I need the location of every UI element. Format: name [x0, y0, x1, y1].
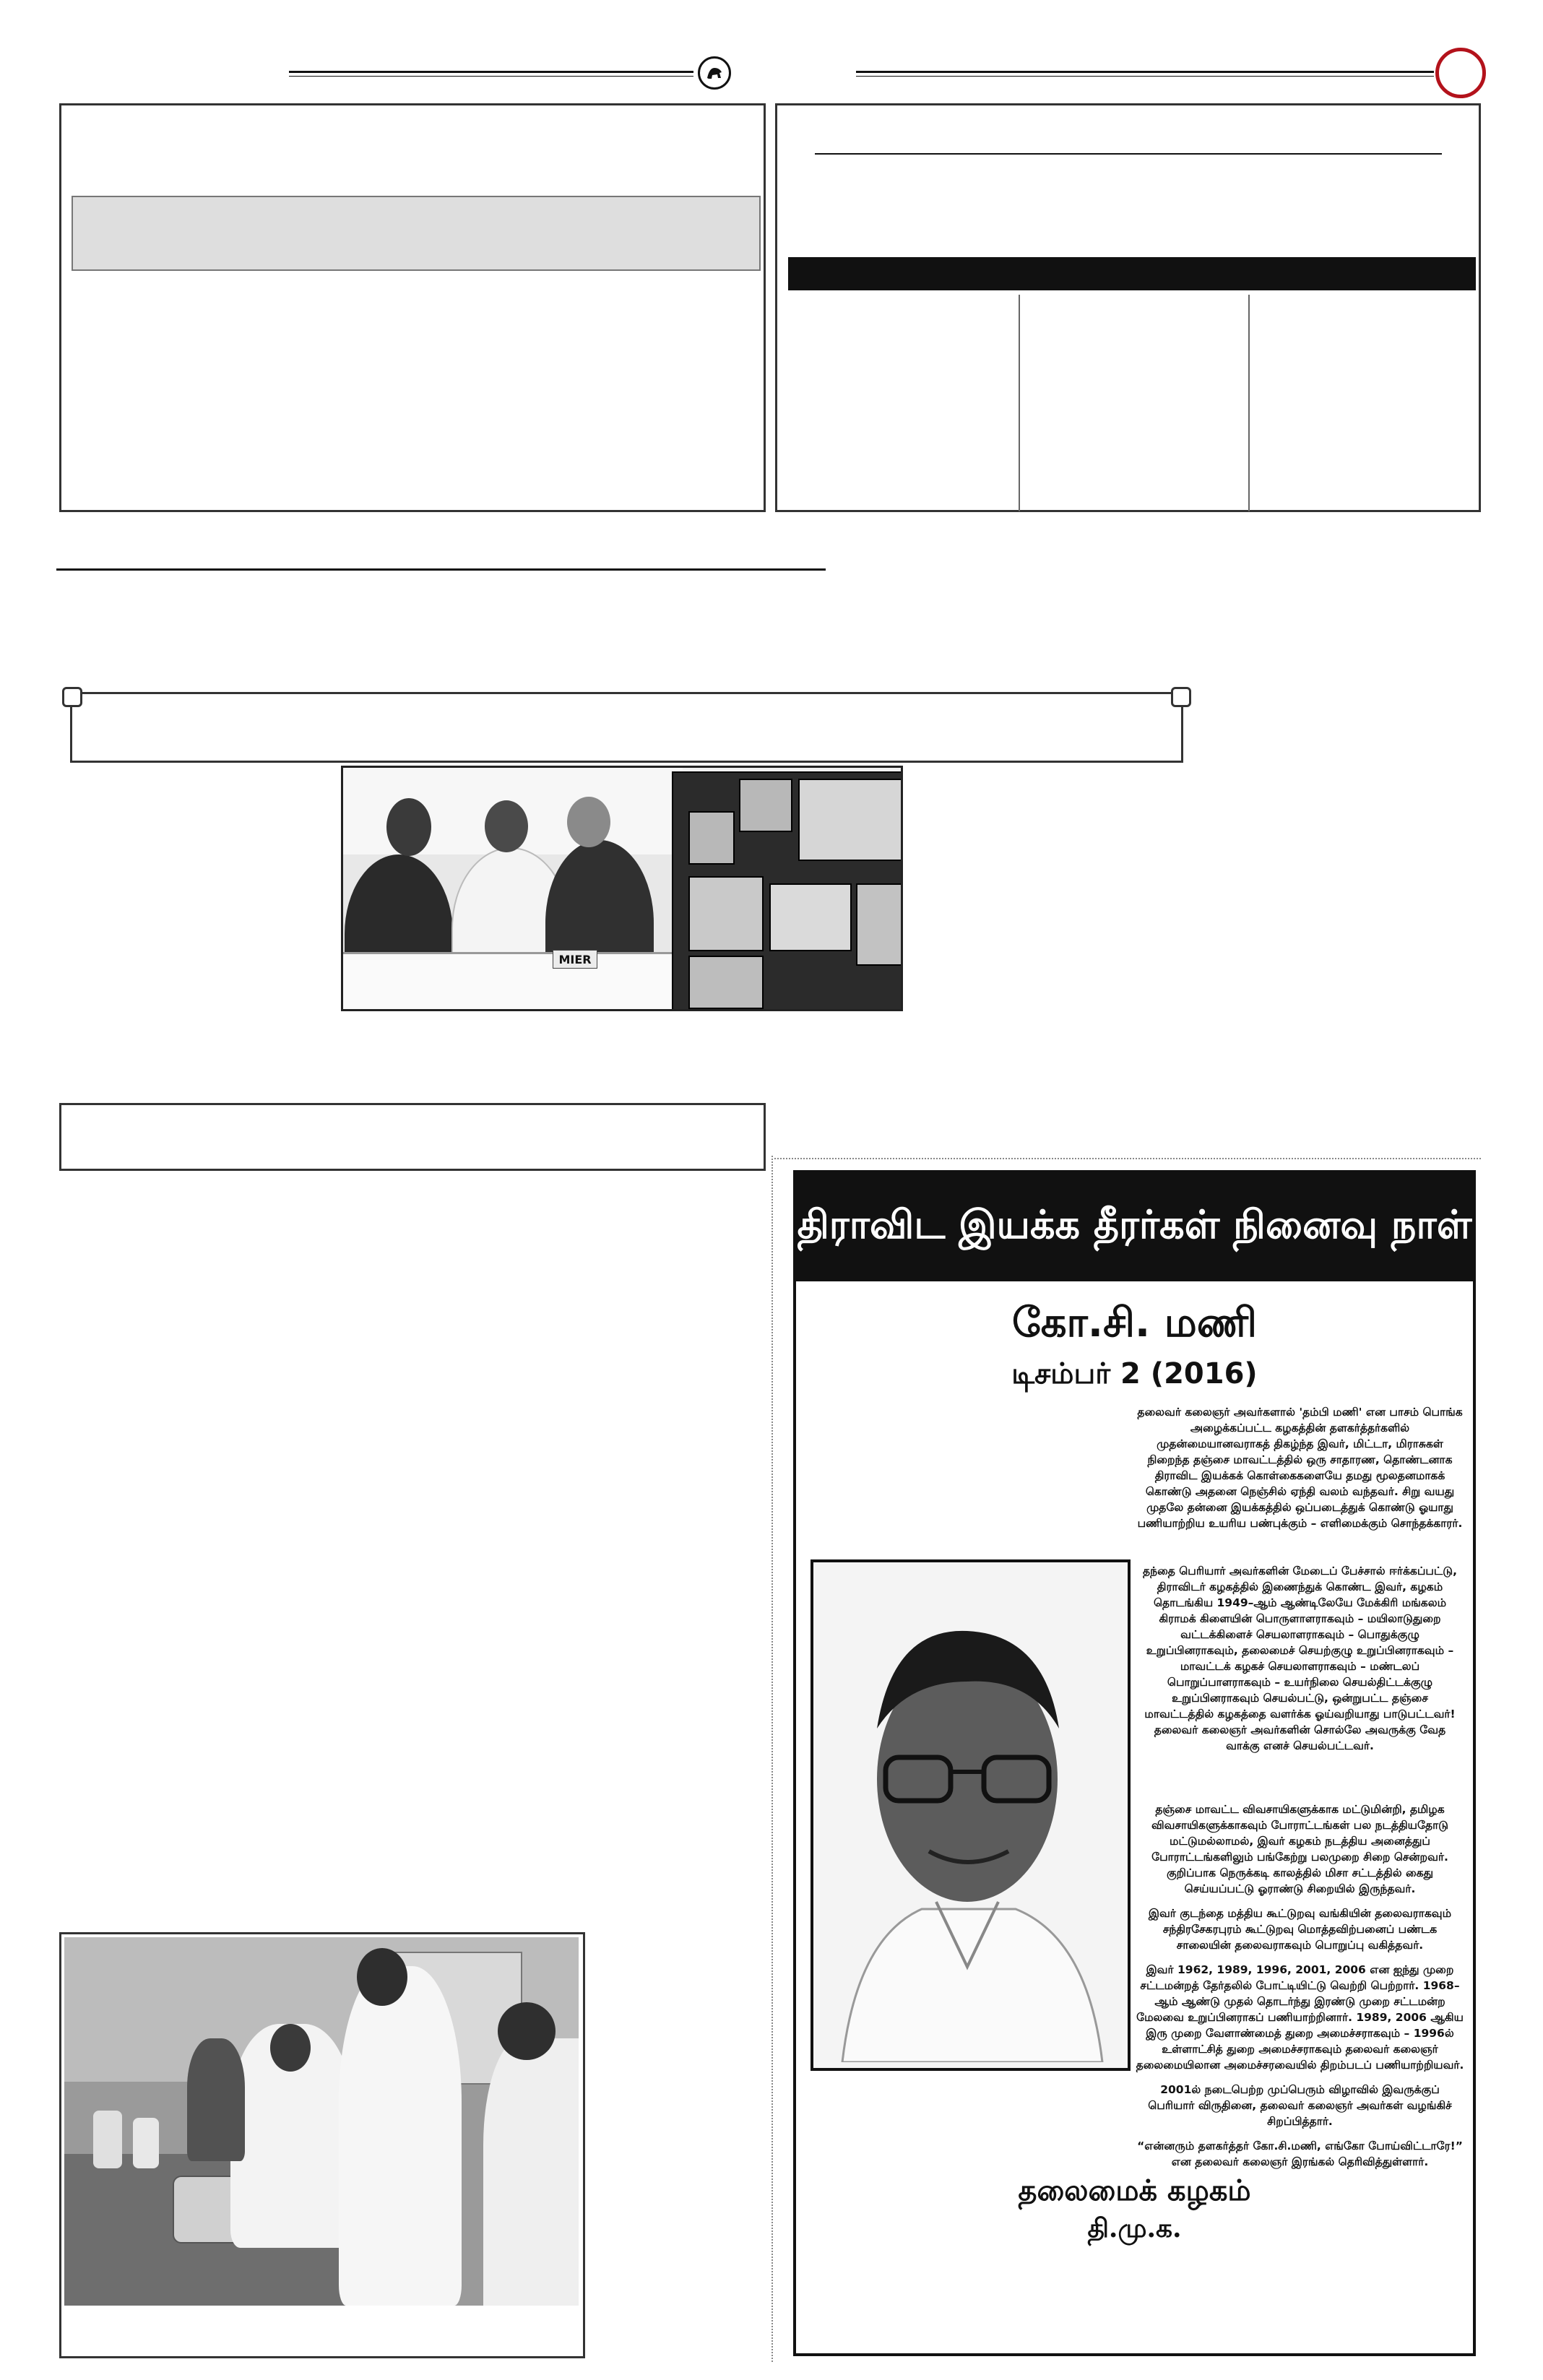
person-right-head [498, 2002, 556, 2060]
memorial-text: “என்னரும் தளகர்த்தர் கோ.சி.மணி, எங்கோ போய்விட்டாரே!” என தலைவர் கலைஞர் இரங்கல் தெரிவித்துள்ளார். [1137, 2139, 1463, 2168]
memorial-advertisement [793, 1170, 1476, 2356]
video-screen-tile [769, 883, 852, 951]
video-screen-tile [798, 779, 902, 861]
article-headline-band [72, 196, 761, 271]
person-left [187, 2038, 245, 2161]
attendee-man-dark-head [567, 797, 610, 847]
memorial-text: தலைவர் கலைஞர் அவர்களால் 'தம்பி மணி' என பாசம் பொங்க அழைக்கப்பட்ட கழகத்தின் தளகர்த்தர்களில் முதன்மையானவராகத் திகழ்ந்த இவர், மிட்டா, மிராசுகள் நிறைந்த தஞ்சை மாவட்டத்தில் ஒரு சாதாரண, தொண்டனாக திராவிட இயக்கக் கொள்கைகளையே தமது மூலதனமாகக் கொண்டு அதனை நெஞ்சில் ஏந்தி வலம் வந்தவர். சிறு வயது முதலே தன்னை இயக்கத்தில் ஒப்படைத்துக் கொண்டு ஓயாது பணியாற்றிய உயரிய பண்புக்கும் – எளிமைக்கும் சொந்தக்காரர். [1137, 1406, 1463, 1530]
attendee-woman-head [386, 798, 431, 856]
video-screen-tile [856, 883, 902, 966]
memorial-portrait [811, 1559, 1131, 2071]
memorial-date: டிசம்பர் 2 (2016) [1011, 1357, 1258, 1390]
memorial-paragraph-1 [1136, 1404, 1464, 1540]
video-screen-tile [739, 779, 792, 832]
video-screen-tile [688, 811, 735, 865]
header-rule-left-thin [289, 76, 693, 77]
video-screen-tile [688, 956, 764, 1009]
kitchen-photo [64, 1937, 579, 2306]
meeting-table [343, 952, 672, 1011]
article-box-top-left [59, 103, 766, 512]
person-standing-head [357, 1948, 407, 2006]
header-rule-left [289, 71, 693, 73]
memorial-paragraph-3 [1136, 1801, 1464, 2178]
column-divider-1 [1019, 295, 1020, 511]
memorial-text: தந்தை பெரியார் அவர்களின் மேடைப் பேச்சால் ஈர்க்கப்பட்டு, திராவிடர் கழகத்தில் இணைந்துக் கொண்ட இவர், கழகம் தொடங்கிய 1949–ஆம் ஆண்டிலேயே மேக்கிரி மங்கலம் கிராமக் கிளையின் பொருளாளராகவும் – மயிலாடுதுறை வட்டக்கிளைச் செயலாளராகவும் – பொதுக்குழு உறுப்பினராகவும், தலைமைச் செயற்குழு உறுப்பினராகவும் – மாவட்டக் கழகச் செயலாளராகவும் – மண்டலப் பொறுப்பாளராகவும் – உயர்நிலை செயல்திட்டக்குழு உறுப்பினராகவும் செயல்பட்டு, ஒன்றுபட்ட தஞ்சை மாவட்டத்தில் கழகத்தை வளர்க்க ஓய்வறியாது பாடுபட்டவர்! தலைவர் கலைஞர் அவர்களின் சொல்லே அவருக்கு வேத வாக்கு எனச் செயல்பட்டவர். [1143, 1565, 1457, 1752]
memorial-banner: திராவிட இயக்க தீரர்கள் நினைவு நாள் [796, 1173, 1473, 1281]
header-rule-right [856, 71, 1434, 73]
person-right [483, 2038, 579, 2306]
person-standing [339, 1966, 462, 2306]
meeting-photo [341, 766, 903, 1011]
kitchen-vessel [133, 2118, 159, 2168]
portrait-icon [813, 1562, 1122, 2062]
attendee-man-white-head [485, 800, 528, 852]
memorial-text: இவர் 1962, 1989, 1996, 2001, 2006 என ஐந்து முறை சட்டமன்றத் தேர்தலில் போட்டியிட்டு வெற்றி பெற்றார். 1968–ஆம் ஆண்டு முதல் தொடர்ந்து இரண்டு முறை சட்டமன்ற மேலவை உறுப்பினராகப் பணியாற்றினார். 1989, 2006 ஆகிய இரு முறை வேளாண்மைத் துறை அமைச்சராகவும் – 1996ல் உள்ளாட்சித் துறை அமைச்சராகவும் தலைவர் கலைஞர் தலைமையிலான அமைச்சரவையில் திறம்படப் பணியாற்றியவர். [1136, 1963, 1464, 2072]
section-separator [56, 568, 826, 571]
memorial-footer-headquarters: தலைமைக் கழகம் [1018, 2173, 1251, 2207]
kitchen-vessel [93, 2111, 122, 2168]
column-separator-dotted [772, 1156, 773, 2362]
video-screen-tile [688, 876, 764, 951]
news-title-frame [70, 692, 1183, 763]
article-title-rule [815, 153, 1442, 155]
person-serving-head [270, 2024, 311, 2072]
column-divider-2 [1248, 295, 1250, 511]
memorial-name: கோ.சி. மணி [1011, 1299, 1258, 1346]
header-rule-right-thin [856, 76, 1434, 77]
memorial-text: தஞ்சை மாவட்ட விவசாயிகளுக்காக மட்டுமின்றி, தமிழக விவசாயிகளுக்காகவும் போராட்டங்கள் பல நடத்தியதோடு மட்டுமல்லாமல், இவர் கழகம் நடத்திய அனைத்துப் போராட்டங்களிலும் பங்கேற்று பலமுறை சிறை சென்றவர். குறிப்பாக நெருக்கடி காலத்தில் மிசா சட்டத்தில் கைது செய்யப்பட்டு ஓராண்டு சிறையில் இருந்தவர். [1151, 1803, 1448, 1895]
article-box-top-right [775, 103, 1481, 512]
ad-separator-dotted [774, 1158, 1481, 1159]
article-title-box-lower [59, 1103, 766, 1171]
memorial-footer-party: தி.மு.க. [1087, 2213, 1182, 2243]
kitchen-photo-frame [59, 1932, 585, 2358]
party-emblem-icon [698, 56, 731, 90]
memorial-paragraph-2 [1136, 1563, 1464, 1762]
memorial-text: இவர் குடந்தை மத்திய கூட்டுறவு வங்கியின் தலைவராகவும் சந்திரசேகரபுரம் கூட்டுறவு மொத்தவிற்பனைப் பண்டக சாலையின் தலைவராகவும் பொறுப்பு வகித்தவர். [1148, 1907, 1452, 1952]
meeting-nameplate: MIER [553, 950, 597, 969]
memorial-text: 2001ல் நடைபெற்ற முப்பெரும் விழாவில் இவருக்குப் பெரியார் விருதினை, தலைவர் கலைஞர் அவர்கள் வழங்கிச் சிறப்பித்தார். [1148, 2083, 1452, 2128]
page-number-badge [1435, 48, 1486, 98]
article-section-band [788, 257, 1476, 290]
